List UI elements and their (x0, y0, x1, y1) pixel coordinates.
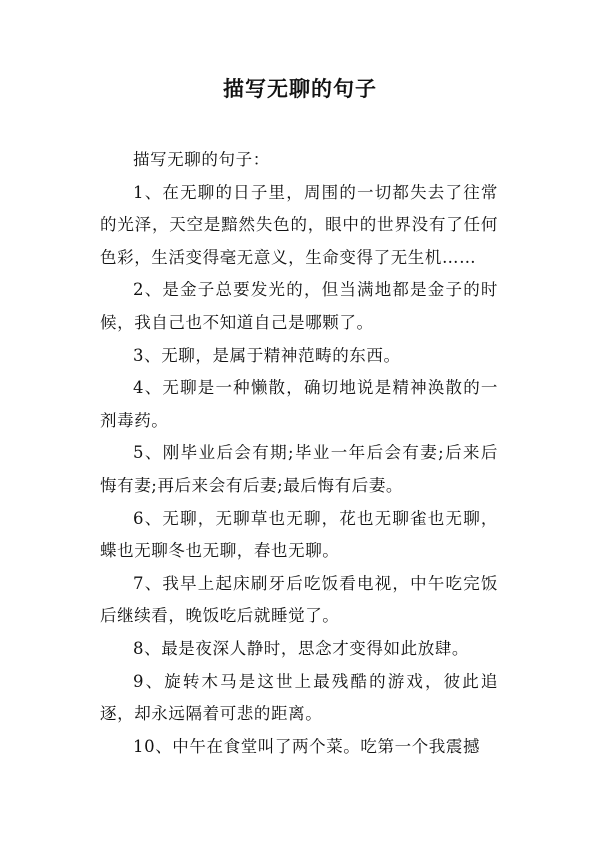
paragraph-8: 8、最是夜深人静时，思念才变得如此放肆。 (133, 638, 469, 658)
paragraph-2: 2、是金子总要发光的，但当满地都是金子的时候，我自己也不知道自己是哪颗了。 (100, 280, 498, 332)
paragraph-10: 10、中午在食堂叫了两个菜。吃第一个我震撼 (133, 736, 481, 756)
paragraph-6: 6、无聊，无聊草也无聊，花也无聊雀也无聊，蝶也无聊冬也无聊，春也无聊。 (100, 508, 498, 561)
paragraph-5: 5、刚毕业后会有期;毕业一年后会有妻;后来后悔有妻;再后来会有后妻;最后悔有后妻。 (100, 443, 498, 495)
document-body (100, 144, 498, 763)
paragraph-9: 9、旋转木马是这世上最残酷的游戏，彼此追逐，却永远隔着可悲的距离。 (100, 671, 498, 724)
paragraph-1: 1、在无聊的日子里，周围的一切都失去了往常的光泽，天空是黯然失色的，眼中的世界没有了任何色彩，生活变得毫无意义，生命变得了无生机…… (100, 182, 498, 267)
paragraph-3: 3、无聊，是属于精神范畴的东西。 (133, 345, 401, 365)
paragraph-4: 4、无聊是一种懒散，确切地说是精神涣散的一剂毒药。 (100, 378, 498, 430)
paragraph-intro: 描写无聊的句子： (133, 150, 270, 169)
document-title: 描写无聊的句子 (223, 77, 377, 101)
paragraph-7: 7、我早上起床刷牙后吃饭看电视，中午吃完饭后继续看，晚饭吃后就睡觉了。 (100, 573, 498, 626)
